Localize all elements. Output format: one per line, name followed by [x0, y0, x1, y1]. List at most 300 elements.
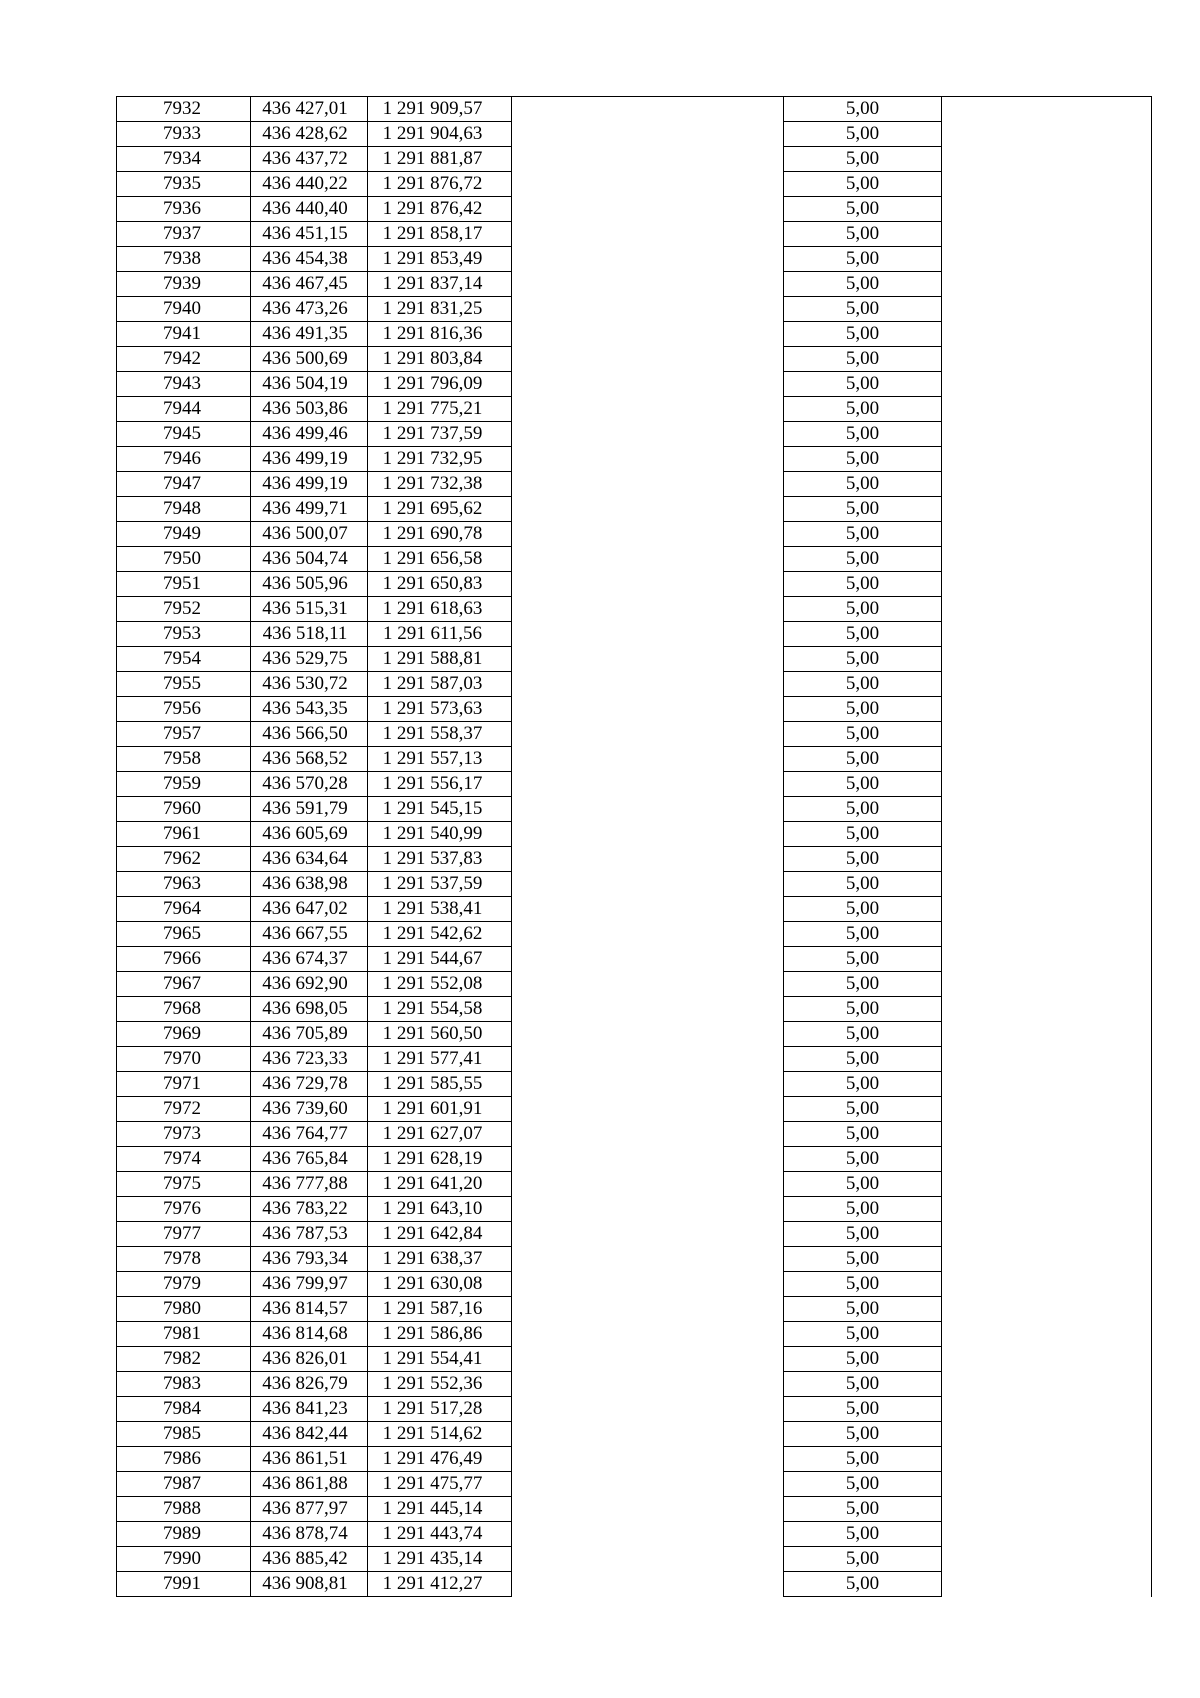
point-number-cell: 7990 — [117, 1547, 251, 1572]
empty-cell — [512, 922, 784, 947]
distance-cell: 5,00 — [784, 397, 942, 422]
empty-cell — [942, 847, 1152, 872]
empty-cell — [512, 1122, 784, 1147]
point-number-cell: 7965 — [117, 922, 251, 947]
distance-cell: 5,00 — [784, 1372, 942, 1397]
point-number-cell: 7948 — [117, 497, 251, 522]
y-coordinate-cell: 1 291 586,86 — [368, 1322, 512, 1347]
empty-cell — [512, 822, 784, 847]
table-row — [117, 1047, 1152, 1072]
empty-cell — [942, 147, 1152, 172]
point-number-cell: 7951 — [117, 572, 251, 597]
point-number-cell: 7950 — [117, 547, 251, 572]
table-row — [117, 222, 1152, 247]
x-coordinate-cell: 436 723,33 — [251, 1047, 368, 1072]
empty-cell — [942, 522, 1152, 547]
distance-cell: 5,00 — [784, 322, 942, 347]
point-number-cell: 7944 — [117, 397, 251, 422]
x-coordinate-cell: 436 428,62 — [251, 122, 368, 147]
distance-cell: 5,00 — [784, 1147, 942, 1172]
y-coordinate-cell: 1 291 601,91 — [368, 1097, 512, 1122]
y-coordinate-cell: 1 291 514,62 — [368, 1422, 512, 1447]
empty-cell — [512, 172, 784, 197]
distance-cell: 5,00 — [784, 1547, 942, 1572]
empty-cell — [942, 1522, 1152, 1547]
empty-cell — [942, 797, 1152, 822]
empty-cell — [942, 1447, 1152, 1472]
empty-cell — [512, 122, 784, 147]
table-row — [117, 522, 1152, 547]
table-row — [117, 297, 1152, 322]
distance-cell: 5,00 — [784, 1572, 942, 1597]
x-coordinate-cell: 436 783,22 — [251, 1197, 368, 1222]
empty-cell — [512, 1547, 784, 1572]
empty-cell — [512, 1422, 784, 1447]
empty-cell — [942, 1397, 1152, 1422]
point-number-cell: 7940 — [117, 297, 251, 322]
x-coordinate-cell: 436 605,69 — [251, 822, 368, 847]
table-row — [117, 722, 1152, 747]
table-row — [117, 572, 1152, 597]
x-coordinate-cell: 436 692,90 — [251, 972, 368, 997]
table-row — [117, 122, 1152, 147]
point-number-cell: 7986 — [117, 1447, 251, 1472]
table-row — [117, 997, 1152, 1022]
table-row — [117, 622, 1152, 647]
table-row — [117, 1422, 1152, 1447]
y-coordinate-cell: 1 291 443,74 — [368, 1522, 512, 1547]
y-coordinate-cell: 1 291 554,58 — [368, 997, 512, 1022]
empty-cell — [942, 872, 1152, 897]
point-number-cell: 7987 — [117, 1472, 251, 1497]
distance-cell: 5,00 — [784, 772, 942, 797]
empty-cell — [942, 247, 1152, 272]
point-number-cell: 7979 — [117, 1272, 251, 1297]
empty-cell — [512, 222, 784, 247]
table-row — [117, 1322, 1152, 1347]
x-coordinate-cell: 436 729,78 — [251, 1072, 368, 1097]
empty-cell — [512, 1072, 784, 1097]
empty-cell — [512, 1297, 784, 1322]
point-number-cell: 7977 — [117, 1222, 251, 1247]
empty-cell — [512, 547, 784, 572]
y-coordinate-cell: 1 291 412,27 — [368, 1572, 512, 1597]
y-coordinate-cell: 1 291 831,25 — [368, 297, 512, 322]
empty-cell — [512, 947, 784, 972]
distance-cell: 5,00 — [784, 797, 942, 822]
distance-cell: 5,00 — [784, 347, 942, 372]
table-row — [117, 1572, 1152, 1597]
empty-cell — [942, 1097, 1152, 1122]
empty-cell — [512, 1497, 784, 1522]
table-row — [117, 897, 1152, 922]
empty-cell — [942, 1422, 1152, 1447]
table-row — [117, 372, 1152, 397]
distance-cell: 5,00 — [784, 597, 942, 622]
empty-cell — [512, 697, 784, 722]
y-coordinate-cell: 1 291 587,03 — [368, 672, 512, 697]
distance-cell: 5,00 — [784, 197, 942, 222]
empty-cell — [512, 972, 784, 997]
x-coordinate-cell: 436 440,22 — [251, 172, 368, 197]
empty-cell — [942, 622, 1152, 647]
x-coordinate-cell: 436 499,19 — [251, 472, 368, 497]
empty-cell — [942, 947, 1152, 972]
distance-cell: 5,00 — [784, 622, 942, 647]
empty-cell — [942, 1372, 1152, 1397]
table-row — [117, 1122, 1152, 1147]
y-coordinate-cell: 1 291 554,41 — [368, 1347, 512, 1372]
point-number-cell: 7968 — [117, 997, 251, 1022]
table-row — [117, 172, 1152, 197]
y-coordinate-cell: 1 291 837,14 — [368, 272, 512, 297]
empty-cell — [512, 572, 784, 597]
empty-cell — [512, 447, 784, 472]
y-coordinate-cell: 1 291 732,95 — [368, 447, 512, 472]
empty-cell — [942, 747, 1152, 772]
distance-cell: 5,00 — [784, 272, 942, 297]
distance-cell: 5,00 — [784, 697, 942, 722]
table-row — [117, 1272, 1152, 1297]
distance-cell: 5,00 — [784, 122, 942, 147]
table-row — [117, 947, 1152, 972]
table-row — [117, 797, 1152, 822]
distance-cell: 5,00 — [784, 822, 942, 847]
distance-cell: 5,00 — [784, 222, 942, 247]
empty-cell — [512, 372, 784, 397]
distance-cell: 5,00 — [784, 947, 942, 972]
empty-cell — [512, 397, 784, 422]
empty-cell — [512, 197, 784, 222]
point-number-cell: 7953 — [117, 622, 251, 647]
x-coordinate-cell: 436 503,86 — [251, 397, 368, 422]
empty-cell — [512, 1247, 784, 1272]
point-number-cell: 7934 — [117, 147, 251, 172]
y-coordinate-cell: 1 291 540,99 — [368, 822, 512, 847]
empty-cell — [942, 447, 1152, 472]
y-coordinate-cell: 1 291 560,50 — [368, 1022, 512, 1047]
table-row — [117, 197, 1152, 222]
y-coordinate-cell: 1 291 638,37 — [368, 1247, 512, 1272]
y-coordinate-cell: 1 291 650,83 — [368, 572, 512, 597]
empty-cell — [512, 522, 784, 547]
y-coordinate-cell: 1 291 641,20 — [368, 1172, 512, 1197]
empty-cell — [942, 172, 1152, 197]
empty-cell — [942, 1497, 1152, 1522]
x-coordinate-cell: 436 765,84 — [251, 1147, 368, 1172]
empty-cell — [512, 1047, 784, 1072]
table-row — [117, 747, 1152, 772]
empty-cell — [942, 1472, 1152, 1497]
point-number-cell: 7960 — [117, 797, 251, 822]
empty-cell — [942, 97, 1152, 122]
distance-cell: 5,00 — [784, 1322, 942, 1347]
empty-cell — [512, 1372, 784, 1397]
point-number-cell: 7966 — [117, 947, 251, 972]
empty-cell — [942, 272, 1152, 297]
x-coordinate-cell: 436 518,11 — [251, 622, 368, 647]
table-body — [117, 97, 1152, 1597]
distance-cell: 5,00 — [784, 447, 942, 472]
empty-cell — [512, 847, 784, 872]
empty-cell — [942, 347, 1152, 372]
distance-cell: 5,00 — [784, 522, 942, 547]
empty-cell — [512, 622, 784, 647]
empty-cell — [512, 1472, 784, 1497]
empty-cell — [512, 1572, 784, 1597]
table-row — [117, 1397, 1152, 1422]
distance-cell: 5,00 — [784, 422, 942, 447]
y-coordinate-cell: 1 291 858,17 — [368, 222, 512, 247]
coordinates-table — [116, 96, 1152, 1597]
y-coordinate-cell: 1 291 816,36 — [368, 322, 512, 347]
y-coordinate-cell: 1 291 552,08 — [368, 972, 512, 997]
table-row — [117, 497, 1152, 522]
table-row — [117, 1497, 1152, 1522]
point-number-cell: 7985 — [117, 1422, 251, 1447]
x-coordinate-cell: 436 793,34 — [251, 1247, 368, 1272]
distance-cell: 5,00 — [784, 172, 942, 197]
point-number-cell: 7984 — [117, 1397, 251, 1422]
x-coordinate-cell: 436 504,19 — [251, 372, 368, 397]
point-number-cell: 7932 — [117, 97, 251, 122]
y-coordinate-cell: 1 291 445,14 — [368, 1497, 512, 1522]
distance-cell: 5,00 — [784, 1172, 942, 1197]
x-coordinate-cell: 436 885,42 — [251, 1547, 368, 1572]
empty-cell — [512, 1222, 784, 1247]
point-number-cell: 7967 — [117, 972, 251, 997]
y-coordinate-cell: 1 291 544,67 — [368, 947, 512, 972]
empty-cell — [942, 997, 1152, 1022]
empty-cell — [942, 422, 1152, 447]
table-row — [117, 272, 1152, 297]
x-coordinate-cell: 436 467,45 — [251, 272, 368, 297]
point-number-cell: 7981 — [117, 1322, 251, 1347]
empty-cell — [942, 1322, 1152, 1347]
y-coordinate-cell: 1 291 537,59 — [368, 872, 512, 897]
point-number-cell: 7941 — [117, 322, 251, 347]
empty-cell — [512, 1172, 784, 1197]
distance-cell: 5,00 — [784, 1497, 942, 1522]
x-coordinate-cell: 436 841,23 — [251, 1397, 368, 1422]
x-coordinate-cell: 436 638,98 — [251, 872, 368, 897]
empty-cell — [512, 247, 784, 272]
y-coordinate-cell: 1 291 627,07 — [368, 1122, 512, 1147]
y-coordinate-cell: 1 291 853,49 — [368, 247, 512, 272]
point-number-cell: 7954 — [117, 647, 251, 672]
x-coordinate-cell: 436 591,79 — [251, 797, 368, 822]
table-row — [117, 1522, 1152, 1547]
empty-cell — [942, 1347, 1152, 1372]
x-coordinate-cell: 436 777,88 — [251, 1172, 368, 1197]
x-coordinate-cell: 436 491,35 — [251, 322, 368, 347]
distance-cell: 5,00 — [784, 647, 942, 672]
empty-cell — [512, 422, 784, 447]
empty-cell — [942, 1047, 1152, 1072]
empty-cell — [942, 597, 1152, 622]
x-coordinate-cell: 436 529,75 — [251, 647, 368, 672]
empty-cell — [512, 297, 784, 322]
table-row — [117, 697, 1152, 722]
empty-cell — [512, 1322, 784, 1347]
distance-cell: 5,00 — [784, 1272, 942, 1297]
empty-cell — [942, 1272, 1152, 1297]
table-row — [117, 972, 1152, 997]
distance-cell: 5,00 — [784, 1072, 942, 1097]
point-number-cell: 7971 — [117, 1072, 251, 1097]
empty-cell — [512, 672, 784, 697]
y-coordinate-cell: 1 291 904,63 — [368, 122, 512, 147]
x-coordinate-cell: 436 437,72 — [251, 147, 368, 172]
x-coordinate-cell: 436 698,05 — [251, 997, 368, 1022]
empty-cell — [942, 1197, 1152, 1222]
point-number-cell: 7957 — [117, 722, 251, 747]
point-number-cell: 7947 — [117, 472, 251, 497]
point-number-cell: 7939 — [117, 272, 251, 297]
table-row — [117, 97, 1152, 122]
distance-cell: 5,00 — [784, 922, 942, 947]
x-coordinate-cell: 436 647,02 — [251, 897, 368, 922]
point-number-cell: 7978 — [117, 1247, 251, 1272]
y-coordinate-cell: 1 291 556,17 — [368, 772, 512, 797]
point-number-cell: 7942 — [117, 347, 251, 372]
table-row — [117, 597, 1152, 622]
distance-cell: 5,00 — [784, 747, 942, 772]
point-number-cell: 7963 — [117, 872, 251, 897]
point-number-cell: 7959 — [117, 772, 251, 797]
empty-cell — [942, 497, 1152, 522]
point-number-cell: 7970 — [117, 1047, 251, 1072]
x-coordinate-cell: 436 505,96 — [251, 572, 368, 597]
y-coordinate-cell: 1 291 737,59 — [368, 422, 512, 447]
y-coordinate-cell: 1 291 475,77 — [368, 1472, 512, 1497]
empty-cell — [942, 397, 1152, 422]
point-number-cell: 7964 — [117, 897, 251, 922]
empty-cell — [942, 1297, 1152, 1322]
table-row — [117, 347, 1152, 372]
empty-cell — [942, 697, 1152, 722]
y-coordinate-cell: 1 291 732,38 — [368, 472, 512, 497]
x-coordinate-cell: 436 814,68 — [251, 1322, 368, 1347]
empty-cell — [942, 472, 1152, 497]
distance-cell: 5,00 — [784, 1422, 942, 1447]
y-coordinate-cell: 1 291 545,15 — [368, 797, 512, 822]
table-row — [117, 1097, 1152, 1122]
distance-cell: 5,00 — [784, 572, 942, 597]
distance-cell: 5,00 — [784, 1122, 942, 1147]
distance-cell: 5,00 — [784, 847, 942, 872]
x-coordinate-cell: 436 440,40 — [251, 197, 368, 222]
y-coordinate-cell: 1 291 695,62 — [368, 497, 512, 522]
y-coordinate-cell: 1 291 435,14 — [368, 1547, 512, 1572]
empty-cell — [942, 897, 1152, 922]
empty-cell — [512, 747, 784, 772]
empty-cell — [512, 1272, 784, 1297]
point-number-cell: 7989 — [117, 1522, 251, 1547]
empty-cell — [512, 147, 784, 172]
distance-cell: 5,00 — [784, 1047, 942, 1072]
empty-cell — [512, 772, 784, 797]
distance-cell: 5,00 — [784, 147, 942, 172]
x-coordinate-cell: 436 908,81 — [251, 1572, 368, 1597]
x-coordinate-cell: 436 530,72 — [251, 672, 368, 697]
empty-cell — [942, 372, 1152, 397]
x-coordinate-cell: 436 473,26 — [251, 297, 368, 322]
y-coordinate-cell: 1 291 643,10 — [368, 1197, 512, 1222]
distance-cell: 5,00 — [784, 1397, 942, 1422]
table-row — [117, 822, 1152, 847]
x-coordinate-cell: 436 814,57 — [251, 1297, 368, 1322]
distance-cell: 5,00 — [784, 1197, 942, 1222]
point-number-cell: 7988 — [117, 1497, 251, 1522]
distance-cell: 5,00 — [784, 472, 942, 497]
point-number-cell: 7961 — [117, 822, 251, 847]
empty-cell — [942, 772, 1152, 797]
y-coordinate-cell: 1 291 628,19 — [368, 1147, 512, 1172]
table-row — [117, 447, 1152, 472]
empty-cell — [942, 197, 1152, 222]
x-coordinate-cell: 436 570,28 — [251, 772, 368, 797]
point-number-cell: 7991 — [117, 1572, 251, 1597]
empty-cell — [942, 1147, 1152, 1172]
distance-cell: 5,00 — [784, 997, 942, 1022]
table-row — [117, 472, 1152, 497]
empty-cell — [942, 572, 1152, 597]
y-coordinate-cell: 1 291 876,42 — [368, 197, 512, 222]
empty-cell — [512, 1397, 784, 1422]
empty-cell — [942, 672, 1152, 697]
y-coordinate-cell: 1 291 656,58 — [368, 547, 512, 572]
y-coordinate-cell: 1 291 611,56 — [368, 622, 512, 647]
point-number-cell: 7958 — [117, 747, 251, 772]
distance-cell: 5,00 — [784, 1222, 942, 1247]
table-row — [117, 772, 1152, 797]
point-number-cell: 7943 — [117, 372, 251, 397]
empty-cell — [942, 1072, 1152, 1097]
point-number-cell: 7936 — [117, 197, 251, 222]
empty-cell — [512, 872, 784, 897]
y-coordinate-cell: 1 291 577,41 — [368, 1047, 512, 1072]
empty-cell — [512, 722, 784, 747]
x-coordinate-cell: 436 566,50 — [251, 722, 368, 747]
empty-cell — [942, 322, 1152, 347]
y-coordinate-cell: 1 291 803,84 — [368, 347, 512, 372]
empty-cell — [942, 547, 1152, 572]
empty-cell — [512, 1097, 784, 1122]
point-number-cell: 7969 — [117, 1022, 251, 1047]
empty-cell — [512, 997, 784, 1022]
empty-cell — [512, 97, 784, 122]
x-coordinate-cell: 436 451,15 — [251, 222, 368, 247]
table-row — [117, 147, 1152, 172]
empty-cell — [942, 122, 1152, 147]
empty-cell — [512, 1197, 784, 1222]
x-coordinate-cell: 436 674,37 — [251, 947, 368, 972]
x-coordinate-cell: 436 787,53 — [251, 1222, 368, 1247]
point-number-cell: 7952 — [117, 597, 251, 622]
point-number-cell: 7956 — [117, 697, 251, 722]
empty-cell — [512, 1347, 784, 1372]
empty-cell — [942, 647, 1152, 672]
point-number-cell: 7938 — [117, 247, 251, 272]
x-coordinate-cell: 436 861,51 — [251, 1447, 368, 1472]
table-row — [117, 1447, 1152, 1472]
point-number-cell: 7974 — [117, 1147, 251, 1172]
empty-cell — [942, 722, 1152, 747]
point-number-cell: 7962 — [117, 847, 251, 872]
empty-cell — [942, 1022, 1152, 1047]
table-row — [117, 1472, 1152, 1497]
